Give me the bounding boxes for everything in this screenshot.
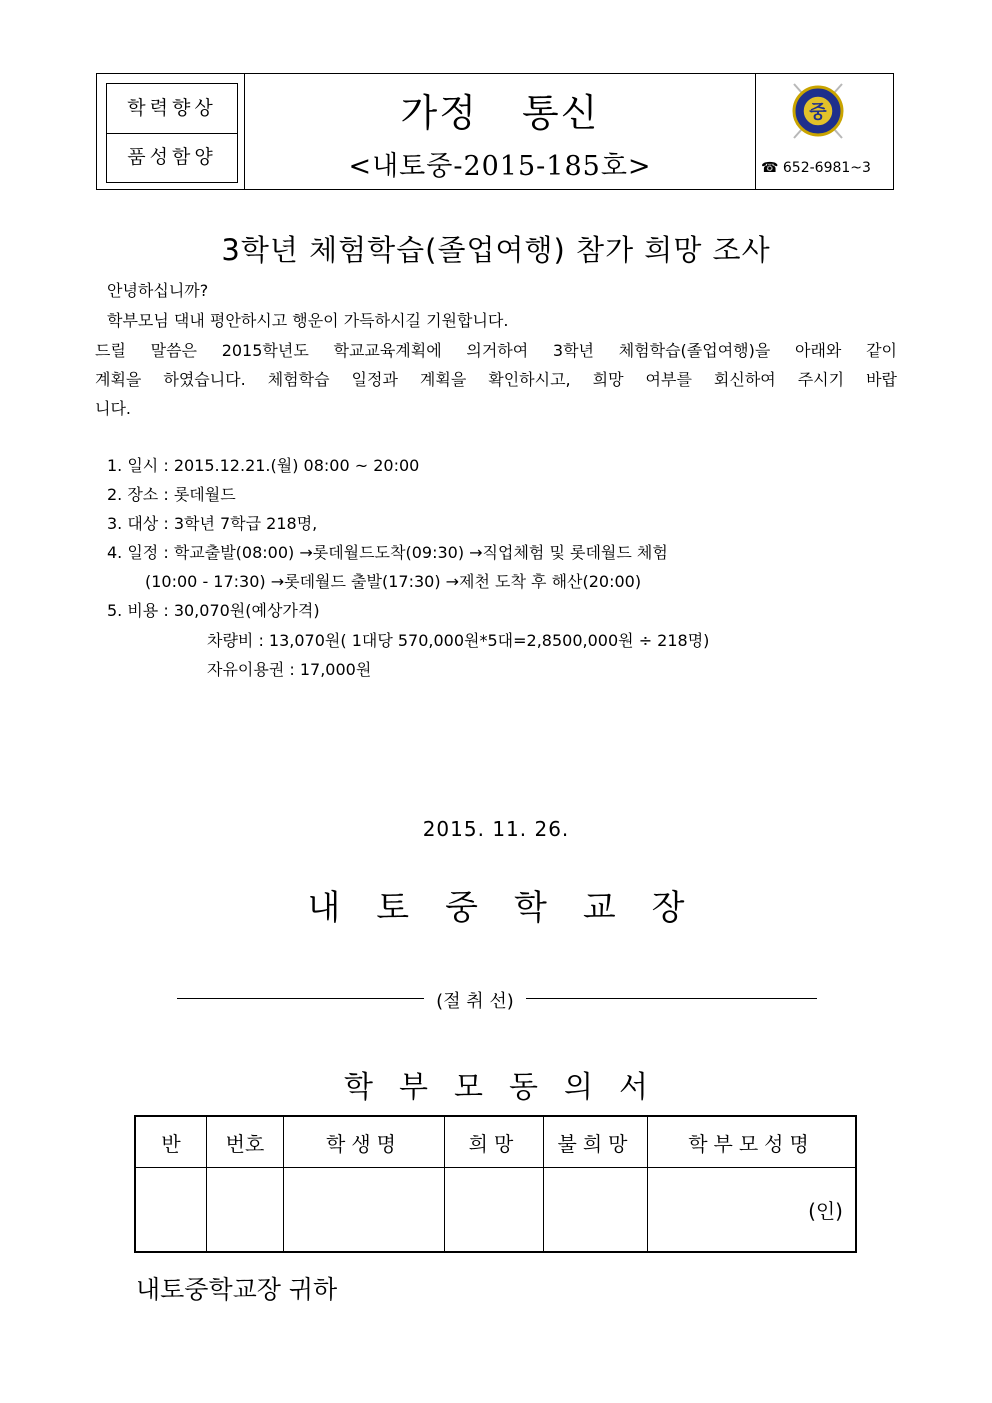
consent-input-row [135,1168,856,1253]
principal-signature: 내토중학교장 [307,888,721,928]
newsletter-title: 가정 통신 [400,91,600,135]
greeting-line: 학부모님 댁내 평안하시고 행운이 가득하시길 기원합니다. [107,311,509,330]
consent-header-row [135,1116,856,1168]
header-divider [755,74,756,189]
issue-date: 2015. 11. 26. [422,817,570,841]
intro-line: 계획을 하였습니다. 체험학습 일정과 계획을 확인하시고, 희망 여부를 회신하여 주시기 바랍 [95,370,897,389]
addressee [136,1270,337,1306]
no-wish-field[interactable] [544,1168,648,1253]
header-wish: 희망 [445,1116,544,1168]
greeting-line: 안녕하십니까? [107,281,209,300]
student-name-field[interactable] [284,1168,445,1253]
motto-character: 품성함양 [127,146,217,168]
newsletter-header [96,73,894,190]
intro-line: 드릴 말씀은 2015학년도 학교교육계획에 의거하여 3학년 체험학습(졸업여행)을 아래와 같이 [95,341,897,360]
issue-number: <내토중-2015-185호> [348,151,652,182]
seal-label: (인) [808,1199,843,1223]
header-number: 번호 [207,1116,284,1168]
header-student-name: 학생명 [284,1116,445,1168]
motto-academic: 학력향상 [107,84,237,134]
cut-line [526,998,817,999]
item-cost-pass: 자유이용권 : 17,000원 [207,660,372,679]
header-class: 반 [135,1116,207,1168]
school-logo [790,82,846,140]
addressee-name: 내토중학교장 [136,1275,281,1304]
cut-line [177,998,424,999]
addressee-suffix: 귀하 [280,1275,338,1304]
consent-title: 학부모동의서 [344,1070,674,1105]
wish-field[interactable] [445,1168,544,1253]
item-cost-vehicle: 차량비 : 13,070원( 1대당 570,000원*5대=2,8500,000원 ÷ 218명) [207,631,710,650]
consent-table [134,1115,857,1253]
item-target: 3. 대상 : 3학년 7학급 218명, [107,514,318,533]
item-schedule-continued: (10:00 - 17:30) →롯데월드 출발(17:30) →제천 도착 후 해산(20:00) [145,572,642,591]
phone-number: ☎ 652-6981~3 [761,160,871,176]
item-schedule: 4. 일정 : 학교출발(08:00) →롯데월드도착(09:30) →직업체험 및 롯데월드 체험 [107,543,668,562]
intro-line: 니다. [95,399,131,418]
cut-line-label: (절 취 선) [436,991,514,1012]
number-field[interactable] [207,1168,284,1253]
survey-title: 3학년 체험학습(졸업여행) 참가 희망 조사 [221,233,771,267]
class-field[interactable] [135,1168,207,1253]
item-cost: 5. 비용 : 30,070원(예상가격) [107,601,320,620]
header-parent-name: 학부모성명 [648,1116,857,1168]
header-no-wish: 불희망 [544,1116,648,1168]
item-place: 2. 장소 : 롯데월드 [107,485,236,504]
parent-name-field[interactable] [648,1168,857,1253]
logo-letter: 중 [809,102,827,123]
item-date: 1. 일시 : 2015.12.21.(월) 08:00 ~ 20:00 [107,456,420,475]
motto-box [106,83,238,183]
